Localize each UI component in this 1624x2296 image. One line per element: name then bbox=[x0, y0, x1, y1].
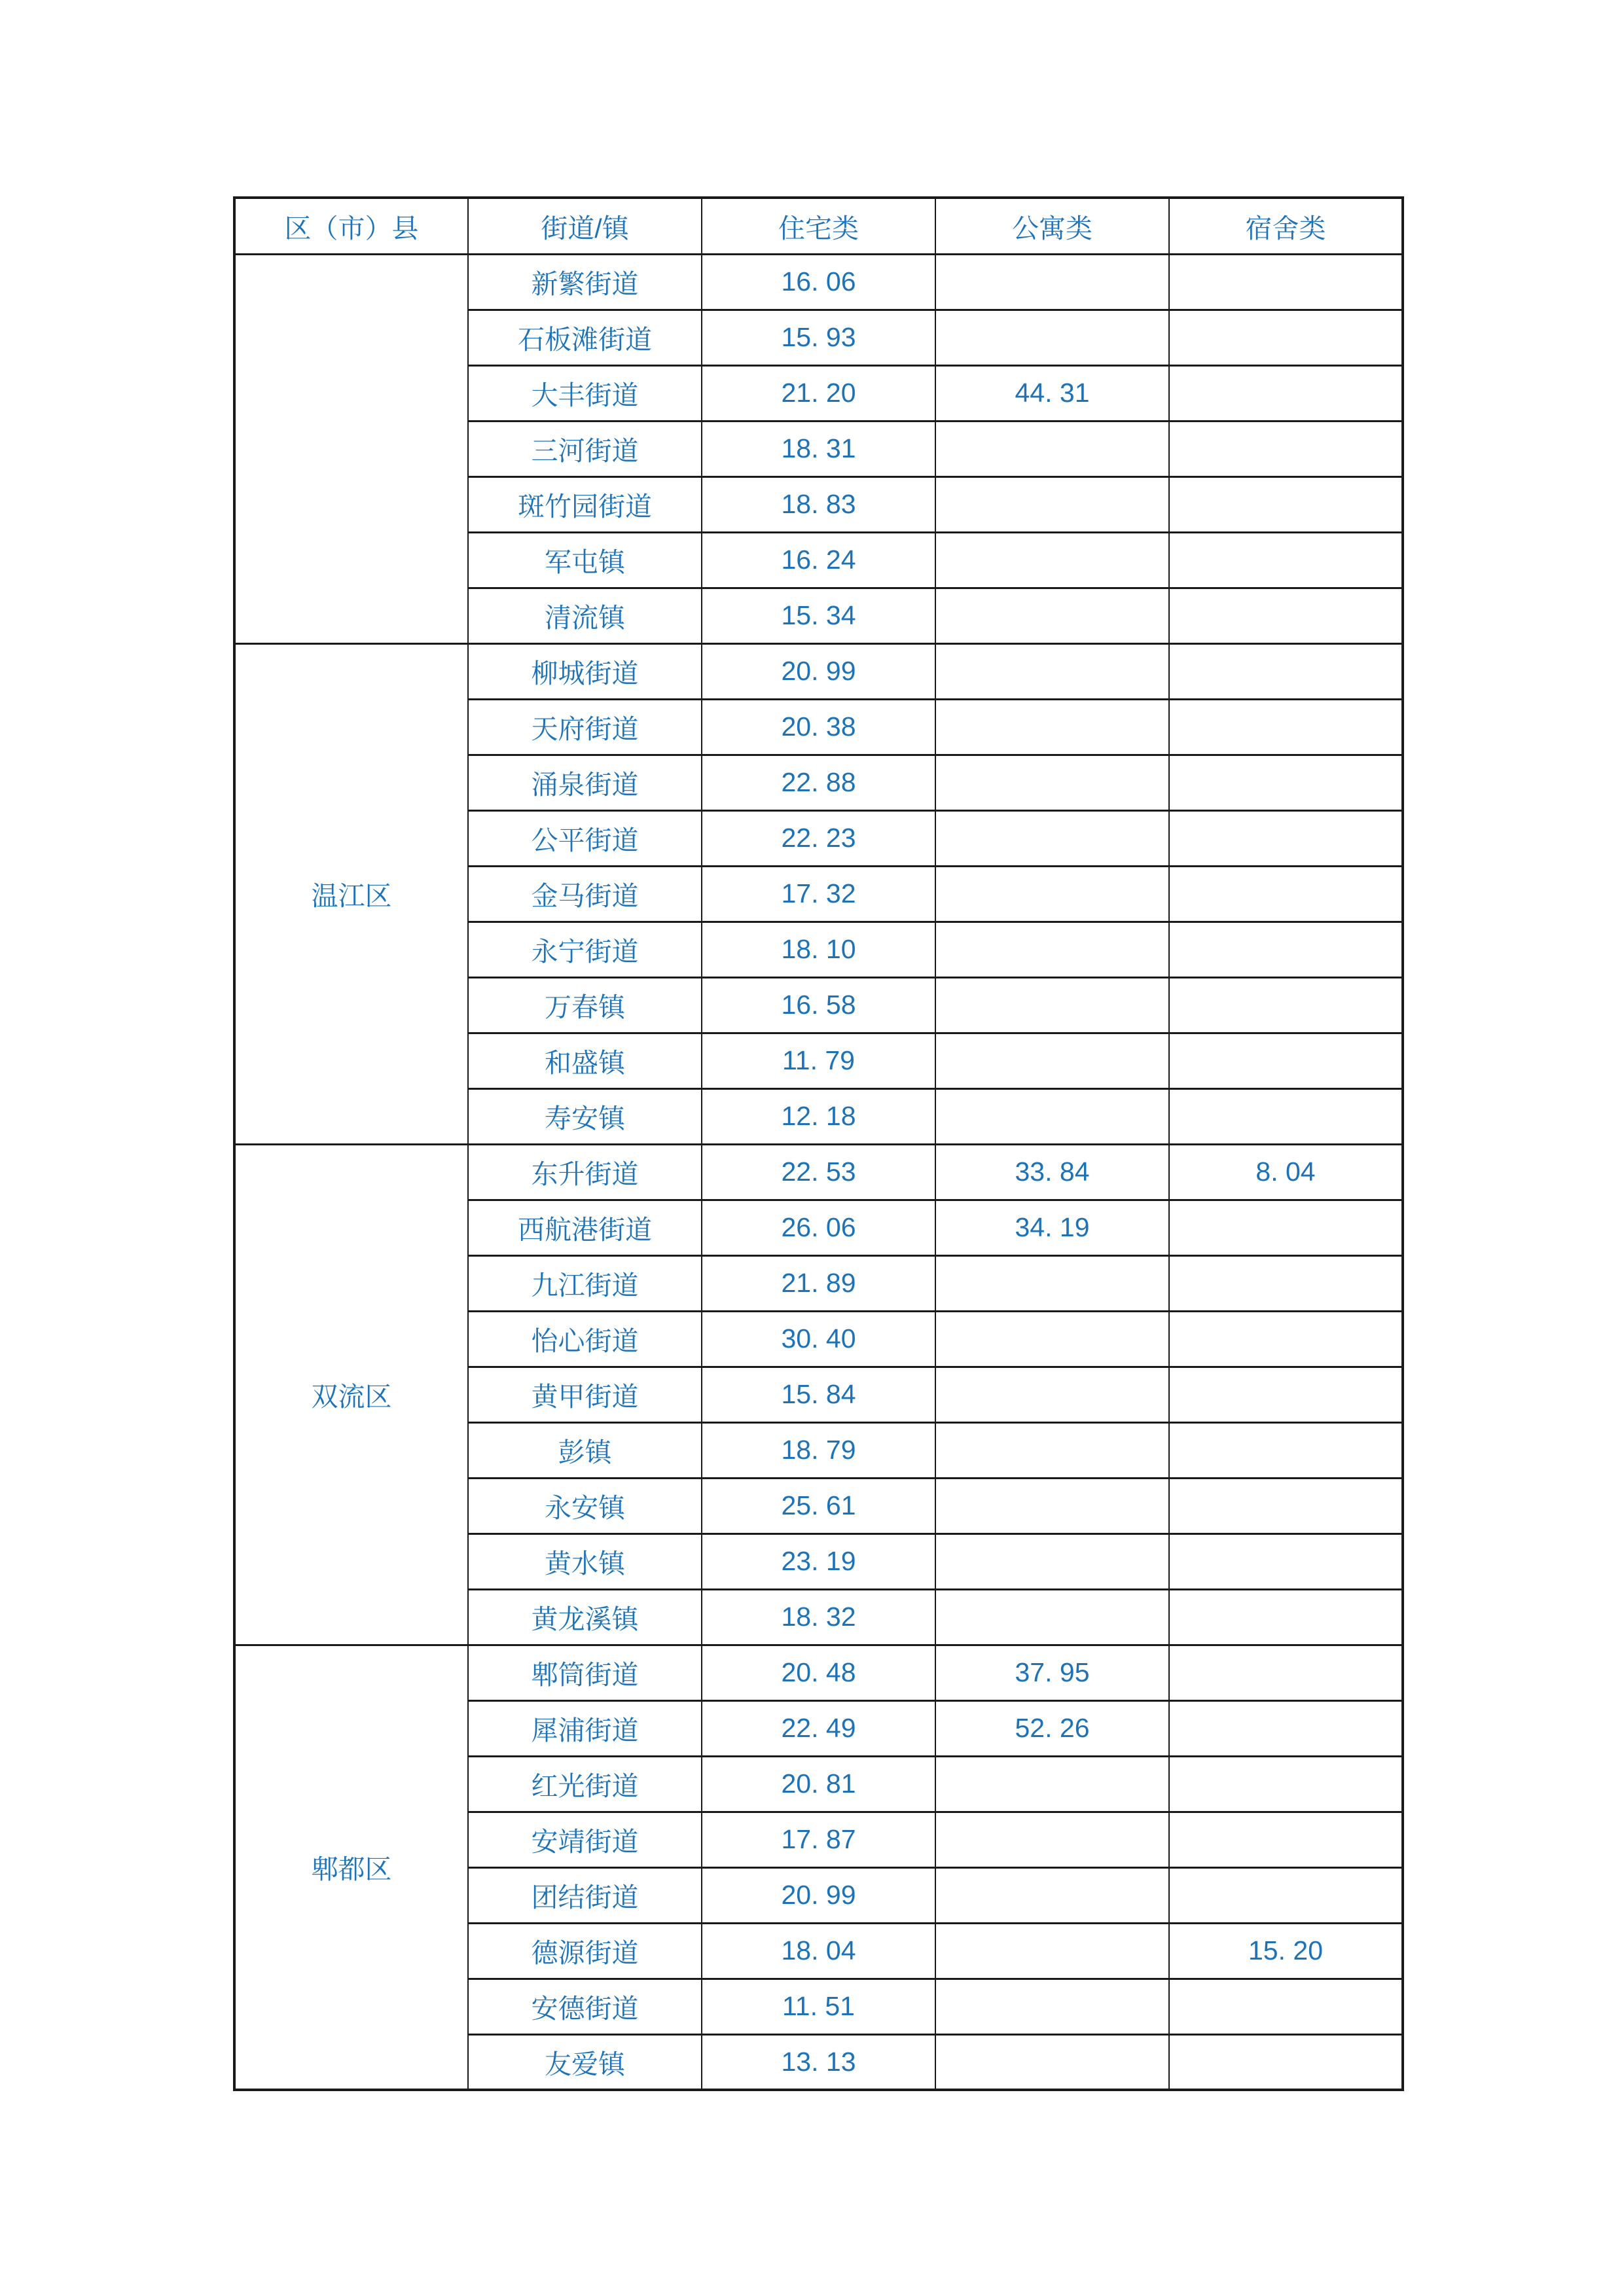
street-cell: 东升街道 bbox=[468, 1144, 702, 1200]
apartment-value-cell bbox=[935, 310, 1169, 365]
street-cell: 黄甲街道 bbox=[468, 1367, 702, 1422]
district-cell: 温江区 bbox=[234, 643, 468, 1144]
dormitory-value-cell bbox=[1169, 1255, 1403, 1311]
apartment-value-cell bbox=[935, 1979, 1169, 2034]
apartment-value-cell bbox=[935, 1088, 1169, 1144]
header-row bbox=[234, 198, 1403, 254]
apartment-value-cell bbox=[935, 1867, 1169, 1923]
dormitory-value-cell bbox=[1169, 254, 1403, 310]
residential-value-cell: 15. 84 bbox=[702, 1367, 935, 1422]
dormitory-value-cell: 8. 04 bbox=[1169, 1144, 1403, 1200]
header-apartment: 公寓类 bbox=[935, 198, 1169, 254]
district-cell: 郫都区 bbox=[234, 1645, 468, 2090]
district-cell: 双流区 bbox=[234, 1144, 468, 1645]
street-cell: 德源街道 bbox=[468, 1923, 702, 1979]
street-cell: 永安镇 bbox=[468, 1478, 702, 1534]
dormitory-value-cell bbox=[1169, 755, 1403, 810]
dormitory-value-cell bbox=[1169, 1589, 1403, 1645]
apartment-value-cell bbox=[935, 588, 1169, 643]
apartment-value-cell bbox=[935, 1255, 1169, 1311]
apartment-value-cell bbox=[935, 922, 1169, 977]
apartment-value-cell bbox=[935, 755, 1169, 810]
residential-value-cell: 20. 99 bbox=[702, 643, 935, 699]
residential-value-cell: 11. 79 bbox=[702, 1033, 935, 1088]
street-cell: 红光街道 bbox=[468, 1756, 702, 1812]
dormitory-value-cell bbox=[1169, 699, 1403, 755]
residential-value-cell: 18. 79 bbox=[702, 1422, 935, 1478]
table-row bbox=[234, 254, 1403, 310]
residential-value-cell: 18. 31 bbox=[702, 421, 935, 476]
residential-value-cell: 26. 06 bbox=[702, 1200, 935, 1255]
apartment-value-cell bbox=[935, 643, 1169, 699]
header-street: 街道/镇 bbox=[468, 198, 702, 254]
dormitory-value-cell bbox=[1169, 1367, 1403, 1422]
dormitory-value-cell bbox=[1169, 1422, 1403, 1478]
table-body bbox=[234, 254, 1403, 2090]
residential-value-cell: 17. 32 bbox=[702, 866, 935, 922]
dormitory-value-cell bbox=[1169, 643, 1403, 699]
dormitory-value-cell bbox=[1169, 1979, 1403, 2034]
dormitory-value-cell bbox=[1169, 1812, 1403, 1867]
street-cell: 新繁街道 bbox=[468, 254, 702, 310]
residential-value-cell: 18. 10 bbox=[702, 922, 935, 977]
apartment-value-cell bbox=[935, 810, 1169, 866]
header-residential: 住宅类 bbox=[702, 198, 935, 254]
street-cell: 斑竹园街道 bbox=[468, 476, 702, 532]
dormitory-value-cell bbox=[1169, 1478, 1403, 1534]
residential-value-cell: 22. 23 bbox=[702, 810, 935, 866]
street-cell: 金马街道 bbox=[468, 866, 702, 922]
street-cell: 团结街道 bbox=[468, 1867, 702, 1923]
table-row bbox=[234, 1144, 1403, 1200]
residential-value-cell: 20. 48 bbox=[702, 1645, 935, 1700]
apartment-value-cell bbox=[935, 1422, 1169, 1478]
dormitory-value-cell bbox=[1169, 1200, 1403, 1255]
table-row bbox=[234, 643, 1403, 699]
dormitory-value-cell bbox=[1169, 1867, 1403, 1923]
apartment-value-cell bbox=[935, 532, 1169, 588]
dormitory-value-cell bbox=[1169, 810, 1403, 866]
dormitory-value-cell bbox=[1169, 1645, 1403, 1700]
street-cell: 军屯镇 bbox=[468, 532, 702, 588]
street-cell: 柳城街道 bbox=[468, 643, 702, 699]
street-cell: 永宁街道 bbox=[468, 922, 702, 977]
residential-value-cell: 15. 34 bbox=[702, 588, 935, 643]
apartment-value-cell bbox=[935, 977, 1169, 1033]
residential-value-cell: 17. 87 bbox=[702, 1812, 935, 1867]
apartment-value-cell: 52. 26 bbox=[935, 1700, 1169, 1756]
residential-value-cell: 20. 99 bbox=[702, 1867, 935, 1923]
residential-value-cell: 22. 49 bbox=[702, 1700, 935, 1756]
residential-value-cell: 13. 13 bbox=[702, 2034, 935, 2090]
dormitory-value-cell bbox=[1169, 977, 1403, 1033]
residential-value-cell: 20. 38 bbox=[702, 699, 935, 755]
street-cell: 郫筒街道 bbox=[468, 1645, 702, 1700]
apartment-value-cell bbox=[935, 254, 1169, 310]
apartment-value-cell: 44. 31 bbox=[935, 365, 1169, 421]
apartment-value-cell bbox=[935, 1756, 1169, 1812]
dormitory-value-cell bbox=[1169, 476, 1403, 532]
residential-value-cell: 18. 04 bbox=[702, 1923, 935, 1979]
street-cell: 彭镇 bbox=[468, 1422, 702, 1478]
residential-value-cell: 16. 24 bbox=[702, 532, 935, 588]
apartment-value-cell bbox=[935, 476, 1169, 532]
apartment-value-cell bbox=[935, 1478, 1169, 1534]
dormitory-value-cell bbox=[1169, 532, 1403, 588]
apartment-value-cell: 37. 95 bbox=[935, 1645, 1169, 1700]
residential-value-cell: 11. 51 bbox=[702, 1979, 935, 2034]
residential-value-cell: 25. 61 bbox=[702, 1478, 935, 1534]
apartment-value-cell bbox=[935, 1812, 1169, 1867]
price-table bbox=[233, 196, 1404, 2091]
dormitory-value-cell bbox=[1169, 1311, 1403, 1367]
residential-value-cell: 21. 20 bbox=[702, 365, 935, 421]
apartment-value-cell bbox=[935, 866, 1169, 922]
apartment-value-cell bbox=[935, 1923, 1169, 1979]
dormitory-value-cell bbox=[1169, 1534, 1403, 1589]
residential-value-cell: 15. 93 bbox=[702, 310, 935, 365]
street-cell: 友爱镇 bbox=[468, 2034, 702, 2090]
dormitory-value-cell bbox=[1169, 1088, 1403, 1144]
residential-value-cell: 12. 18 bbox=[702, 1088, 935, 1144]
dormitory-value-cell bbox=[1169, 866, 1403, 922]
residential-value-cell: 20. 81 bbox=[702, 1756, 935, 1812]
district-cell bbox=[234, 254, 468, 643]
street-cell: 涌泉街道 bbox=[468, 755, 702, 810]
street-cell: 公平街道 bbox=[468, 810, 702, 866]
street-cell: 安靖街道 bbox=[468, 1812, 702, 1867]
residential-value-cell: 23. 19 bbox=[702, 1534, 935, 1589]
apartment-value-cell bbox=[935, 1589, 1169, 1645]
header-district: 区（市）县 bbox=[234, 198, 468, 254]
street-cell: 西航港街道 bbox=[468, 1200, 702, 1255]
residential-value-cell: 30. 40 bbox=[702, 1311, 935, 1367]
apartment-value-cell bbox=[935, 1534, 1169, 1589]
residential-value-cell: 22. 53 bbox=[702, 1144, 935, 1200]
street-cell: 三河街道 bbox=[468, 421, 702, 476]
street-cell: 寿安镇 bbox=[468, 1088, 702, 1144]
residential-value-cell: 18. 32 bbox=[702, 1589, 935, 1645]
dormitory-value-cell bbox=[1169, 1700, 1403, 1756]
dormitory-value-cell bbox=[1169, 2034, 1403, 2090]
apartment-value-cell: 34. 19 bbox=[935, 1200, 1169, 1255]
table-row bbox=[234, 1645, 1403, 1700]
street-cell: 九江街道 bbox=[468, 1255, 702, 1311]
residential-value-cell: 22. 88 bbox=[702, 755, 935, 810]
street-cell: 黄水镇 bbox=[468, 1534, 702, 1589]
dormitory-value-cell bbox=[1169, 922, 1403, 977]
apartment-value-cell bbox=[935, 1367, 1169, 1422]
street-cell: 怡心街道 bbox=[468, 1311, 702, 1367]
residential-value-cell: 21. 89 bbox=[702, 1255, 935, 1311]
street-cell: 安德街道 bbox=[468, 1979, 702, 2034]
dormitory-value-cell bbox=[1169, 310, 1403, 365]
apartment-value-cell bbox=[935, 1033, 1169, 1088]
apartment-value-cell bbox=[935, 2034, 1169, 2090]
street-cell: 万春镇 bbox=[468, 977, 702, 1033]
street-cell: 天府街道 bbox=[468, 699, 702, 755]
dormitory-value-cell bbox=[1169, 421, 1403, 476]
apartment-value-cell bbox=[935, 421, 1169, 476]
dormitory-value-cell bbox=[1169, 588, 1403, 643]
dormitory-value-cell bbox=[1169, 1756, 1403, 1812]
apartment-value-cell bbox=[935, 1311, 1169, 1367]
residential-value-cell: 16. 58 bbox=[702, 977, 935, 1033]
apartment-value-cell bbox=[935, 699, 1169, 755]
table-header bbox=[234, 198, 1403, 254]
dormitory-value-cell bbox=[1169, 365, 1403, 421]
dormitory-value-cell: 15. 20 bbox=[1169, 1923, 1403, 1979]
dormitory-value-cell bbox=[1169, 1033, 1403, 1088]
street-cell: 清流镇 bbox=[468, 588, 702, 643]
street-cell: 和盛镇 bbox=[468, 1033, 702, 1088]
header-dormitory: 宿舍类 bbox=[1169, 198, 1403, 254]
residential-value-cell: 16. 06 bbox=[702, 254, 935, 310]
street-cell: 大丰街道 bbox=[468, 365, 702, 421]
apartment-value-cell: 33. 84 bbox=[935, 1144, 1169, 1200]
street-cell: 犀浦街道 bbox=[468, 1700, 702, 1756]
street-cell: 黄龙溪镇 bbox=[468, 1589, 702, 1645]
residential-value-cell: 18. 83 bbox=[702, 476, 935, 532]
street-cell: 石板滩街道 bbox=[468, 310, 702, 365]
